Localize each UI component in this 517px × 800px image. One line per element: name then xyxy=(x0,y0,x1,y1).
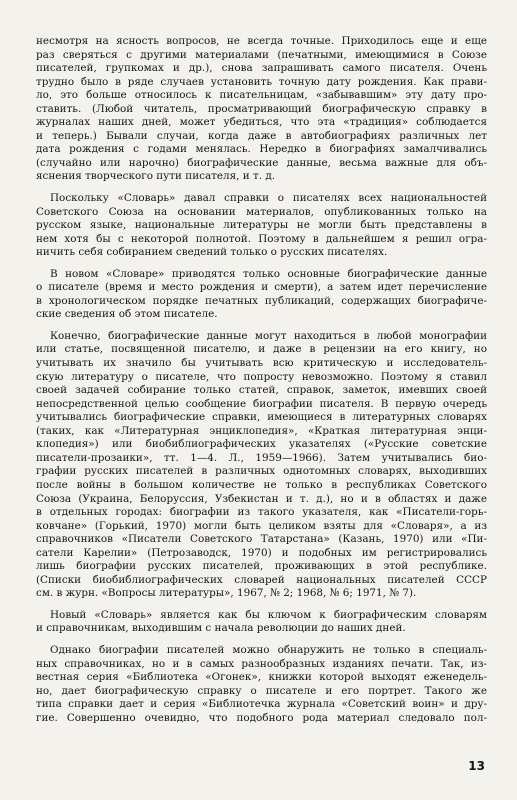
text-line: в отдельных городах: биографии из такого указателя, как «Писатели-горь- xyxy=(36,506,487,519)
text-line: см. в журн. «Вопросы литературы», 1967, № 2; 1968, № 6; 1971, № 7). xyxy=(36,587,417,600)
text-line: (случайно или нарочно) биографические данные, весьма важные для объ- xyxy=(36,156,487,169)
text-line: несмотря на ясность вопросов, не всегда точные. Приходилось еще и еще xyxy=(36,35,487,47)
text-line: типа справки дает и серия «Библиотечка журнала «Советский воин» и дру- xyxy=(36,698,487,711)
text-line: трудно было в ряде случаев установить точную дату рождения. Как прави- xyxy=(36,75,487,88)
page-number: 13 xyxy=(468,759,485,773)
text-line: ковчане» (Горький, 1970) могли быть целиком взяты для «Словаря», а из xyxy=(36,519,487,532)
text-line: непосредственной целью сообщение биографии писателя. В первую очередь xyxy=(36,397,487,410)
text-line: ские сведения об этом писателе. xyxy=(36,308,218,321)
text-line: журналах наших дней, может убедиться, что эта «традиция» соблюдается xyxy=(36,116,487,129)
text-line: своей задачей собирание только статей, справок, заметок, имевших своей xyxy=(36,384,487,397)
text-line: графии русских писателей в различных однотомных словарях, выходивших xyxy=(36,465,487,478)
text-line: и теперь.) Бывали случаи, когда даже в автобиографиях различных лет xyxy=(36,129,487,142)
text-line: Конечно, биографические данные могут находиться в любой монографии xyxy=(50,329,487,342)
text-line: Однако биографии писателей можно обнаружить не только в специаль- xyxy=(50,643,487,656)
text-line: В новом «Словаре» приводятся только основные биографические данные xyxy=(50,267,487,280)
paragraph-3 xyxy=(36,268,487,322)
text-line: о писателе (время и место рождения и смерти), а затем идет перечисление xyxy=(36,281,487,294)
text-line: Советского Союза на основании материалов, опубликованных только на xyxy=(36,205,487,218)
text-line: раз сверяться с другими материалами (печатными, имеющимися в Союзе xyxy=(36,48,487,61)
text-line: скую литературу о писателе, что попросту невозможно. Поэтому я ставил xyxy=(36,370,487,383)
text-line: нем хотя бы с некоторой полнотой. Поэтому в дальнейшем я решил огра- xyxy=(36,232,487,245)
text-line: лишь биографии русских писателей, проживающих в этой республике. xyxy=(36,560,487,573)
text-line: (таких, как «Литературная энциклопедия», «Краткая литературная энци- xyxy=(36,424,487,437)
paragraph-5 xyxy=(36,609,487,636)
text-line: русском языке, национальные литературы не могли быть представлены в xyxy=(36,219,487,232)
text-line: (Списки биобиблиографических словарей национальных писателей СССР xyxy=(36,573,487,586)
text-line: вестная серия «Библиотека «Огонек», книжки которой выходят еженедель- xyxy=(36,671,487,684)
text-line: клопедия») или биобиблиографических указателях («Русские советские xyxy=(36,438,487,451)
text-line: ло, это больше относилось к писательницам, «забывавшим» эту дату про- xyxy=(36,89,487,102)
text-line: Союза (Украина, Белоруссия, Узбекистан и т. д.), но и в областях и даже xyxy=(36,492,487,505)
text-line: и справочникам, выходившим с начала революции до наших дней. xyxy=(36,622,406,635)
text-line: после войны в большом количестве не только в республиках Советского xyxy=(36,478,487,491)
text-line: ничить себя собиранием сведений только о русских писателях. xyxy=(36,246,388,259)
text-line: Поскольку «Словарь» давал справки о писателях всех национальностей xyxy=(50,192,487,205)
text-line: в хронологическом порядке печатных публикаций, содержащих биографиче- xyxy=(36,294,487,307)
paragraph-2 xyxy=(36,192,487,260)
text-line: или статье, посвященной писателю, и даже в рецензии на его книгу, но xyxy=(36,343,487,356)
text-line: писатели-прозаики», тт. 1—4. Л., 1959—1966). Затем учитывались био- xyxy=(36,451,487,464)
text-line: писателей, групкомах и др.), снова запрашивать самого писателя. Очень xyxy=(36,62,487,75)
text-line: справочников «Писатели Советского Татарстана» (Казань, 1970) или «Пи- xyxy=(36,533,487,546)
text-line: учитывались биографические справки, имеющиеся в литературных словарях xyxy=(36,411,487,424)
text-line: ных справочниках, но и в самых разнообразных изданиях печати. Так, из- xyxy=(36,657,487,670)
text-line: Новый «Словарь» является как бы ключом к биографическим словарям xyxy=(50,608,487,621)
paragraph-4 xyxy=(36,330,487,601)
text-line: учитывать их значило бы учитывать всю критическую и исследователь- xyxy=(36,357,487,370)
text-line: гие. Совершенно очевидно, что подобного рода материал следовало пол- xyxy=(36,711,487,724)
paragraph-6 xyxy=(36,644,487,725)
text-line: но, дает биографическую справку о писателе и его портрет. Такого же xyxy=(36,684,487,697)
paragraph-1 xyxy=(36,35,487,184)
text-line: дата рождения с годами менялась. Нередко в биографиях замалчивались xyxy=(36,143,487,156)
text-line: сатели Карелии» (Петрозаводск, 1970) и подобных им регистрировались xyxy=(36,546,487,559)
text-line: ставить. (Любой читатель, просматривающий биографическую справку в xyxy=(36,102,487,115)
text-line: яснения творческого пути писателя, и т. д. xyxy=(36,170,276,183)
